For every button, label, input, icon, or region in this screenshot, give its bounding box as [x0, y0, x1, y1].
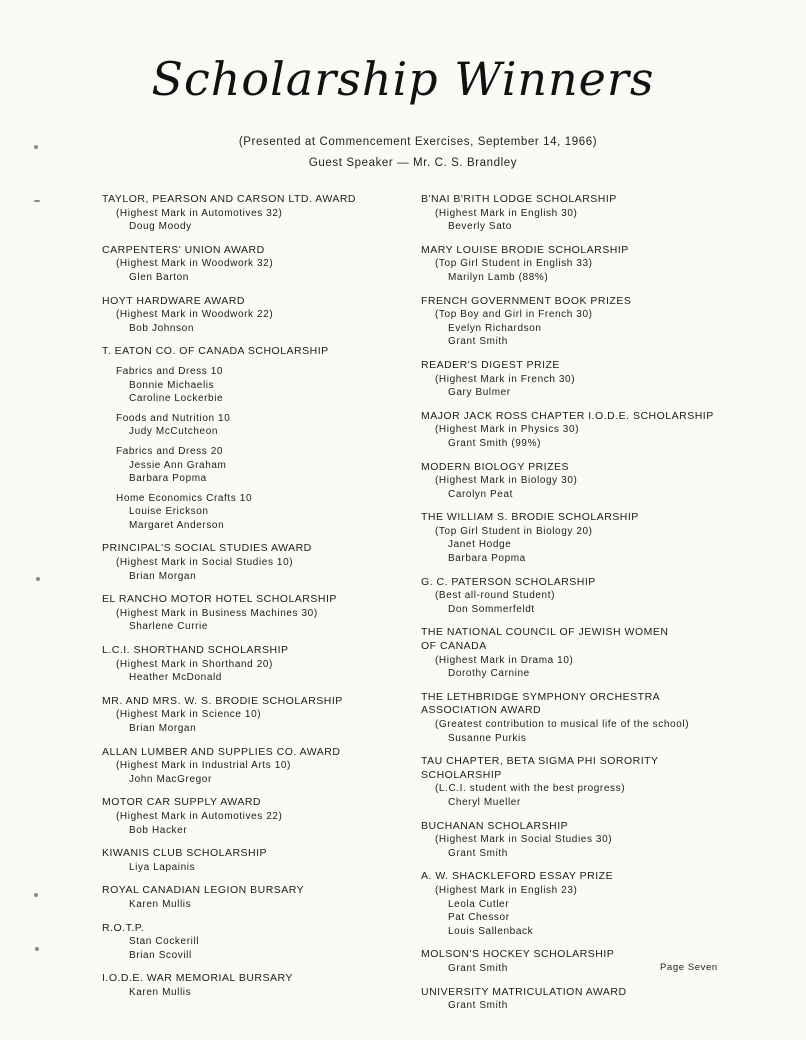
award-name: L.C.I. SHORTHAND SCHOLARSHIP — [102, 644, 289, 657]
page-number: Page Seven — [660, 962, 718, 973]
award-category-group — [102, 445, 402, 486]
award-criteria: (Highest Mark in Drama 10) — [435, 654, 574, 666]
left-column — [102, 193, 402, 1010]
award-entry — [421, 691, 721, 745]
award-category-group — [102, 365, 402, 406]
winner-name: Evelyn Richardson — [448, 322, 542, 334]
award-criteria: (Best all-round Student) — [435, 590, 556, 602]
award-criteria: (Top Girl Student in Biology 20) — [435, 525, 593, 537]
winner-name: Grant Smith — [448, 336, 508, 348]
punch-mark — [36, 577, 40, 581]
winner-name: Brian Morgan — [129, 723, 197, 734]
award-criteria: (Highest Mark in Business Machines 30) — [116, 607, 318, 619]
award-entry — [102, 193, 402, 234]
award-entry — [102, 295, 402, 336]
award-name: TAYLOR, PEARSON AND CARSON LTD. AWARD — [102, 193, 357, 205]
award-name: HOYT HARDWARE AWARD — [102, 294, 245, 307]
award-name: OF CANADA — [421, 640, 487, 653]
award-category: Home Economics Crafts 10 — [116, 492, 253, 504]
winner-name: Leola Cutler — [448, 898, 510, 910]
winner-name: Bonnie Michaelis — [129, 379, 215, 391]
award-name: ASSOCIATION AWARD — [421, 704, 542, 717]
winner-name: Brian Scovill — [129, 949, 192, 961]
award-entry — [421, 244, 721, 285]
award-entry — [421, 461, 721, 502]
award-entry — [421, 870, 721, 938]
punch-mark — [34, 200, 40, 202]
winner-name: Stan Cockerill — [129, 936, 200, 948]
winner-name: Karen Mullis — [129, 898, 192, 910]
award-category: Foods and Nutrition 10 — [116, 412, 231, 424]
award-entry — [421, 626, 721, 680]
award-entry — [102, 884, 402, 911]
guest-speaker: Guest Speaker — Mr. C. S. Brandley — [308, 157, 518, 169]
award-criteria: (Highest Mark in English 30) — [435, 207, 578, 219]
award-criteria: (Highest Mark in Woodwork 32) — [116, 258, 274, 270]
award-category-group — [102, 492, 402, 533]
award-name: THE WILLIAM S. BRODIE SCHOLARSHIP — [421, 511, 639, 524]
award-entry — [102, 847, 402, 874]
award-category-group — [102, 412, 402, 439]
award-entry — [102, 644, 402, 685]
winner-name: Grant Smith — [448, 962, 508, 974]
award-entry — [421, 755, 721, 809]
winner-name: Grant Smith (99%) — [448, 437, 542, 449]
award-entry — [421, 511, 721, 565]
award-entry — [421, 986, 721, 1013]
award-criteria: (Highest Mark in Automotives 32) — [116, 207, 283, 219]
page-title: Scholarship Winners — [151, 52, 655, 106]
punch-mark — [34, 893, 38, 897]
award-entry — [421, 820, 721, 861]
winner-name: John MacGregor — [129, 773, 212, 785]
award-entry — [102, 695, 402, 736]
award-criteria: (Highest Mark in Biology 30) — [435, 475, 578, 487]
award-criteria: (Top Boy and Girl in French 30) — [435, 309, 593, 321]
award-name: MR. AND MRS. W. S. BRODIE SCHOLARSHIP — [102, 694, 343, 707]
award-criteria: (Highest Mark in French 30) — [435, 373, 576, 385]
winner-name: Dorothy Carnine — [448, 668, 530, 680]
award-criteria: (Highest Mark in Automotives 22) — [116, 810, 283, 822]
award-name: MOLSON'S HOCKEY SCHOLARSHIP — [421, 948, 615, 961]
award-name: ALLAN LUMBER AND SUPPLIES CO. AWARD — [102, 745, 341, 758]
award-criteria: (Highest Mark in Social Studies 10) — [116, 557, 294, 569]
winner-name: Bob Johnson — [129, 322, 194, 334]
winner-name: Beverly Sato — [448, 221, 512, 233]
award-criteria: (Greatest contribution to musical life of the school) — [435, 719, 690, 730]
award-category: Fabrics and Dress 20 — [116, 445, 224, 457]
winner-name: Grant Smith — [448, 1000, 508, 1012]
award-entry — [102, 972, 402, 999]
award-entry — [102, 746, 402, 787]
award-entry — [102, 345, 402, 532]
winner-name: Barbara Popma — [129, 473, 207, 485]
page-subtitle: (Presented at Commencement Exercises, September 14, 1966) — [238, 136, 598, 148]
award-name: R.O.T.P. — [102, 921, 145, 934]
award-entry — [421, 295, 721, 349]
winner-name: Marilyn Lamb (88%) — [448, 271, 549, 283]
winner-name: Pat Chessor — [448, 912, 510, 924]
award-name: KIWANIS CLUB SCHOLARSHIP — [102, 847, 268, 860]
award-name: MAJOR JACK ROSS CHAPTER I.O.D.E. SCHOLARSHIP — [421, 409, 714, 422]
award-name: CARPENTERS' UNION AWARD — [102, 243, 265, 256]
award-name: READER'S DIGEST PRIZE — [421, 358, 560, 371]
award-name: T. EATON CO. OF CANADA SCHOLARSHIP — [102, 345, 329, 358]
award-name: EL RANCHO MOTOR HOTEL SCHOLARSHIP — [102, 593, 337, 606]
award-entry — [421, 359, 721, 400]
right-column — [421, 193, 721, 1023]
award-criteria: (Highest Mark in Industrial Arts 10) — [116, 760, 291, 772]
winner-name: Barbara Popma — [448, 553, 526, 565]
award-criteria: (Highest Mark in Shorthand 20) — [116, 658, 273, 670]
winner-name: Gary Bulmer — [448, 387, 511, 399]
award-name: UNIVERSITY MATRICULATION AWARD — [421, 985, 627, 998]
winner-name: Sharlene Currie — [129, 621, 209, 633]
award-name: ROYAL CANADIAN LEGION BURSARY — [102, 884, 305, 897]
award-criteria: (Top Girl Student in English 33) — [435, 258, 593, 270]
award-name: MODERN BIOLOGY PRIZES — [421, 460, 569, 473]
winner-name: Bob Hacker — [129, 824, 188, 836]
award-criteria: (L.C.I. student with the best progress) — [435, 783, 626, 795]
award-entry — [102, 244, 402, 285]
award-criteria: (Highest Mark in Science 10) — [116, 709, 262, 721]
winner-name: Cheryl Mueller — [448, 796, 521, 808]
winner-name: Jessie Ann Graham — [129, 459, 227, 471]
award-entry — [102, 922, 402, 963]
winner-name: Karen Mullis — [129, 986, 192, 998]
punch-mark — [35, 947, 39, 951]
winner-name: Doug Moody — [129, 221, 192, 233]
award-entry — [102, 542, 402, 583]
winner-name: Brian Morgan — [129, 570, 197, 582]
award-name: THE NATIONAL COUNCIL OF JEWISH WOMEN — [421, 626, 669, 639]
winner-name: Grant Smith — [448, 847, 508, 859]
winner-name: Don Sommerfeldt — [448, 603, 535, 615]
award-name: I.O.D.E. WAR MEMORIAL BURSARY — [102, 972, 293, 985]
award-entry — [421, 410, 721, 451]
award-name: FRENCH GOVERNMENT BOOK PRIZES — [421, 294, 632, 307]
winner-name: Heather McDonald — [129, 672, 222, 684]
winner-name: Louise Erickson — [129, 506, 209, 518]
award-name: SCHOLARSHIP — [421, 768, 502, 781]
winner-name: Susanne Purkis — [448, 732, 527, 744]
award-criteria: (Highest Mark in Physics 30) — [435, 424, 580, 436]
award-name: BUCHANAN SCHOLARSHIP — [421, 819, 569, 832]
award-name: MARY LOUISE BRODIE SCHOLARSHIP — [421, 243, 629, 256]
award-criteria: (Highest Mark in English 23) — [435, 884, 578, 896]
winner-name: Margaret Anderson — [129, 519, 225, 531]
award-name: A. W. SHACKLEFORD ESSAY PRIZE — [421, 870, 614, 883]
winner-name: Liya Lapainis — [129, 861, 196, 873]
award-entry — [421, 193, 721, 234]
winner-name: Caroline Lockerbie — [129, 393, 224, 405]
winner-name: Louis Sallenback — [448, 925, 534, 937]
award-entry — [421, 576, 721, 617]
award-criteria: (Highest Mark in Woodwork 22) — [116, 309, 274, 321]
winner-name: Janet Hodge — [448, 539, 512, 551]
winner-name: Judy McCutcheon — [129, 426, 219, 438]
award-category: Fabrics and Dress 10 — [116, 365, 224, 377]
award-name: PRINCIPAL'S SOCIAL STUDIES AWARD — [102, 542, 312, 555]
winner-name: Carolyn Peat — [448, 488, 514, 500]
award-name: THE LETHBRIDGE SYMPHONY ORCHESTRA — [421, 690, 661, 703]
award-entry — [102, 796, 402, 837]
winner-name: Glen Barton — [129, 271, 189, 283]
award-name: B'NAI B'RITH LODGE SCHOLARSHIP — [421, 193, 617, 205]
award-name: TAU CHAPTER, BETA SIGMA PHI SORORITY — [421, 755, 659, 768]
award-entry — [102, 593, 402, 634]
award-criteria: (Highest Mark in Social Studies 30) — [435, 834, 613, 846]
award-name: G. C. PATERSON SCHOLARSHIP — [421, 575, 596, 588]
award-name: MOTOR CAR SUPPLY AWARD — [102, 796, 261, 809]
